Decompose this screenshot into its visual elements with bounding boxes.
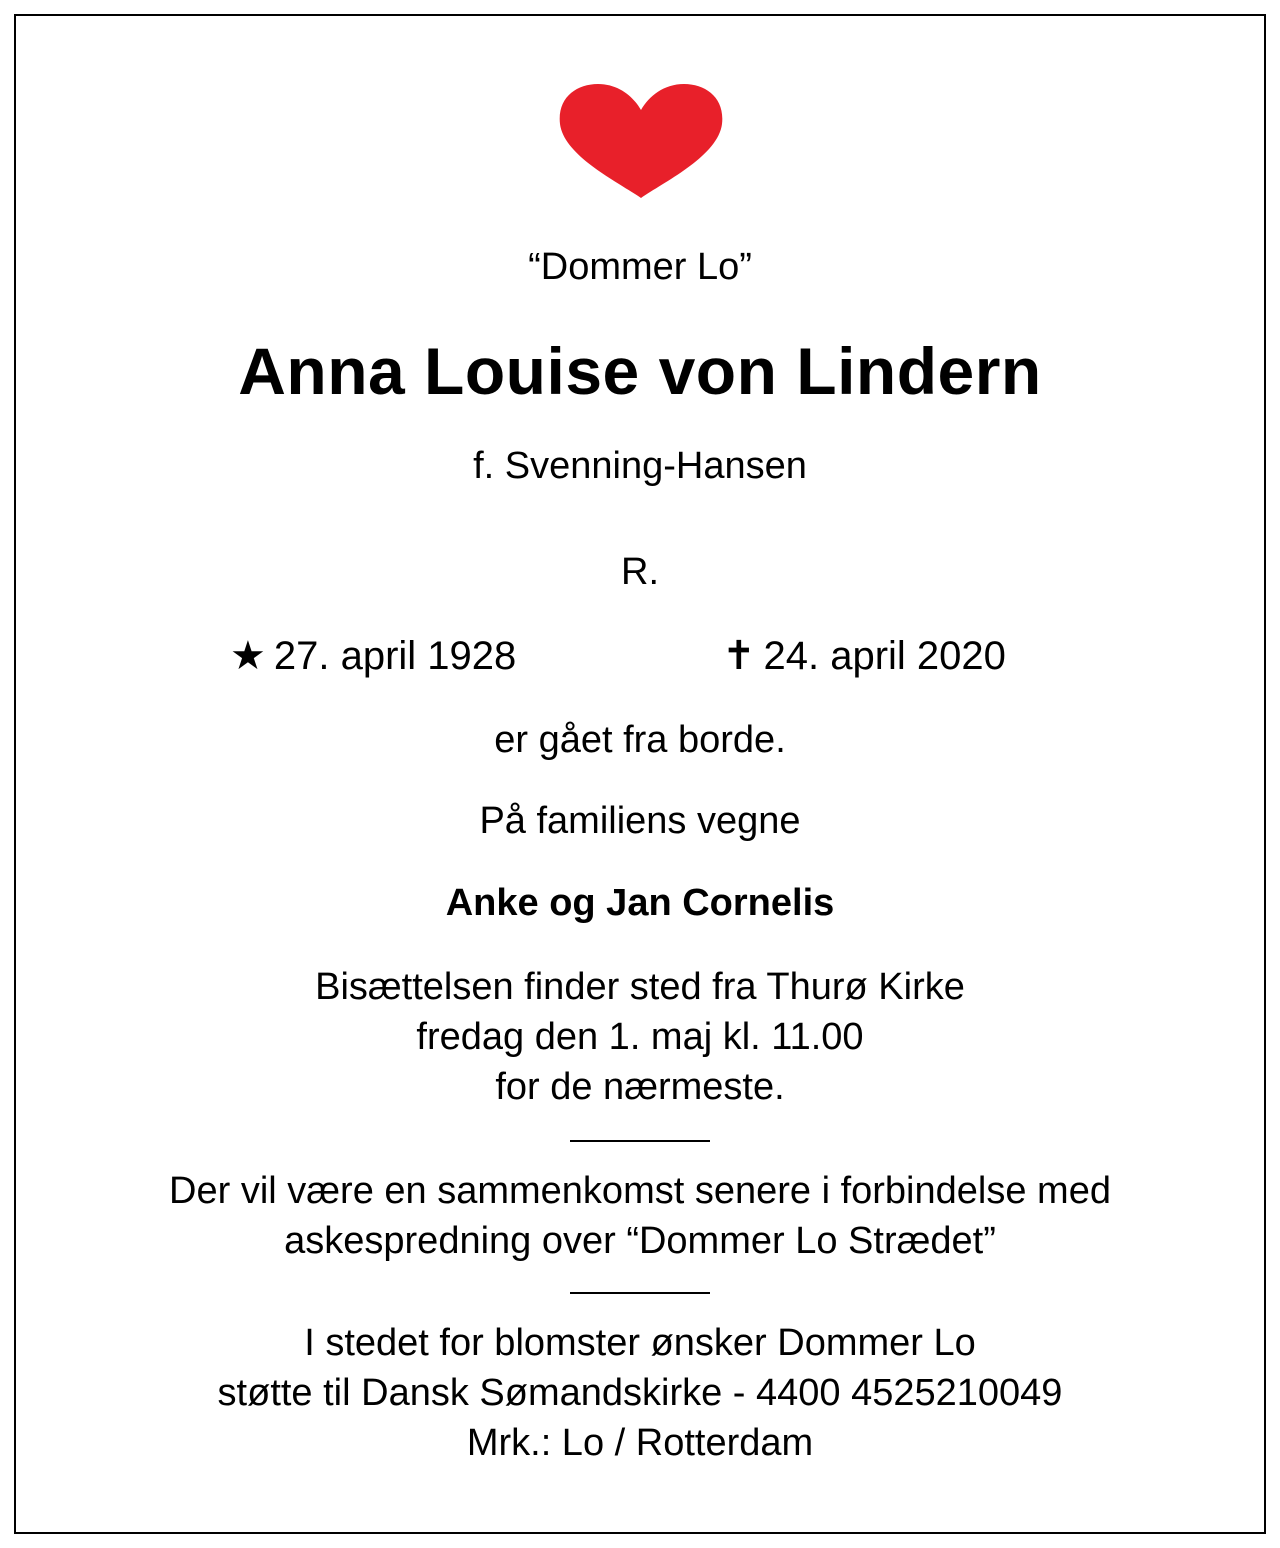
- nickname: “Dommer Lo”: [528, 246, 752, 288]
- divider: [570, 1140, 710, 1142]
- funeral-line: Bisættelsen finder sted fra Thurø Kirke: [315, 966, 965, 1008]
- family-names: Anke og Jan Cornelis: [445, 882, 835, 924]
- donation-line: støtte til Dansk Sømandskirke - 4400 4525210049: [217, 1372, 1063, 1414]
- gathering-line: Der vil være en sammenkomst senere i forbindelse med: [169, 1170, 1111, 1212]
- funeral-line: fredag den 1. maj kl. 11.00: [416, 1016, 864, 1058]
- donation-line: Mrk.: Lo / Rotterdam: [466, 1422, 814, 1464]
- maiden-name: f. Svenning-Hansen: [473, 445, 807, 487]
- passed-text: er gået fra borde.: [494, 719, 786, 761]
- funeral-info: [0, 962, 1280, 1112]
- heart-icon: [558, 82, 724, 200]
- death-date-group: [722, 636, 1006, 676]
- deceased-name: Anna Louise von Lindern: [238, 334, 1042, 408]
- on-behalf-text: På familiens vegne: [479, 800, 801, 842]
- cross-icon: ✝: [722, 634, 756, 678]
- donation-info: [0, 1318, 1280, 1468]
- star-icon: ★: [230, 634, 266, 678]
- notice-border: [14, 14, 1266, 1534]
- funeral-line: for de nærmeste.: [495, 1066, 785, 1108]
- divider: [570, 1292, 710, 1294]
- death-date: 24. april 2020: [763, 634, 1006, 678]
- gathering-info: [0, 1166, 1280, 1266]
- birth-date: 27. april 1928: [273, 634, 517, 678]
- gathering-line: askespredning over “Dommer Lo Strædet”: [284, 1220, 996, 1262]
- birth-date-group: [230, 636, 516, 676]
- initial-letter: R.: [621, 551, 659, 593]
- life-dates: [0, 636, 1280, 680]
- donation-line: I stedet for blomster ønsker Dommer Lo: [304, 1322, 976, 1364]
